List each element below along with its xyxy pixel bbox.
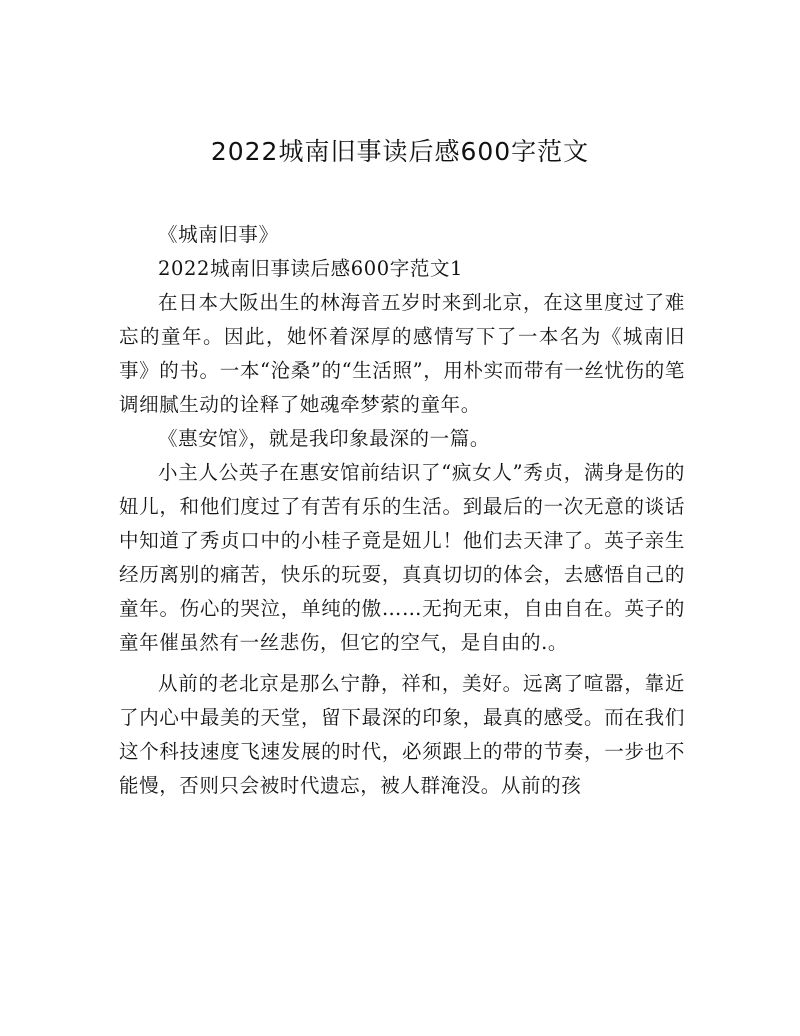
paragraph-book-title: 《城南旧事》 <box>158 223 279 246</box>
paragraph-intro: 在日本大阪出生的林海音五岁时来到北京，在这里度过了难忘的童年。因此，她怀着深厚的感情写下了一本名为《城南旧事》的书。一本“沧桑”的“生活照”，用朴实而带有一丝忧伤的笔调细腻生动的诠释了她魂牵梦萦的童年。 <box>119 291 685 416</box>
document-body <box>119 218 685 803</box>
paragraph-subheading: 2022城南旧事读后感600字范文1 <box>158 257 464 280</box>
paragraph-story-summary: 小主人公英子在惠安馆前结识了“疯女人”秀贞，满身是伤的妞儿，和他们度过了有苦有乐的生活。到最后的一次无意的谈话中知道了秀贞口中的小桂子竟是妞儿！他们去天津了。英子亲生经历离别的痛苦，快乐的玩耍，真真切切的体会，去感悟自己的童年。伤心的哭泣，单纯的傲……无拘无束，自由自在。英子的童年催虽然有一丝悲伤，但它的空气，是自由的.。 <box>119 461 685 654</box>
paragraph-old-beijing: 从前的老北京是那么宁静，祥和，美好。远离了喧嚣，靠近了内心中最美的天堂，留下最深的印象，最真的感受。而在我们这个科技速度飞速发展的时代，必须跟上的带的节奏，一步也不能慢，否则只会被时代遗忘，被人群淹没。从前的孩 <box>119 672 685 797</box>
paragraph-favorite-chapter: 《惠安馆》，就是我印象最深的一篇。 <box>158 427 490 450</box>
document-title: 2022城南旧事读后感600字范文 <box>210 137 590 166</box>
